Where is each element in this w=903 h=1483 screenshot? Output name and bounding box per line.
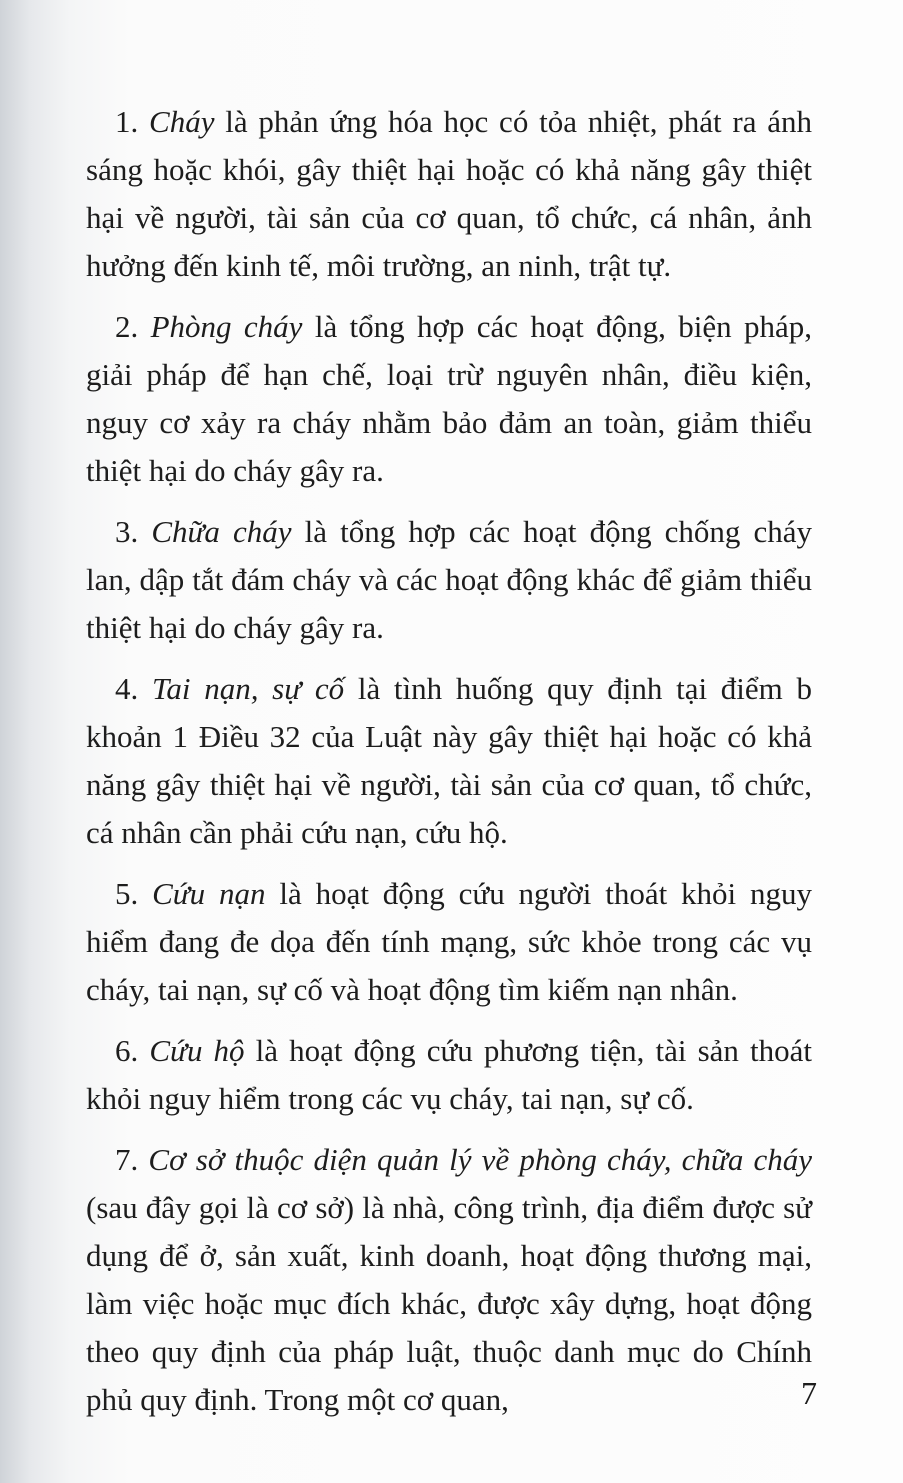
defined-term: Cứu hộ <box>149 1033 245 1068</box>
definition-text: (sau đây gọi là cơ sở) là nhà, công trình, địa điểm được sử dụng để ở, sản xuất, kinh doanh, hoạt động thương mại, làm việc hoặc mục đích khác, được xây dựng, hoạt động theo quy định của pháp luật, thuộc danh mục do Chính phủ quy định. Trong một cơ quan, <box>86 1190 812 1417</box>
item-number: 1. <box>115 104 139 139</box>
definition-paragraph-5 <box>86 870 812 1014</box>
definition-text: là tình huống quy định tại điểm b khoản 1 Điều 32 của Luật này gây thiệt hại hoặc có khả năng gây thiệt hại về người, tài sản của cơ quan, tổ chức, cá nhân cần phải cứu nạn, cứu hộ. <box>86 671 813 850</box>
definition-text: là tổng hợp các hoạt động chống cháy lan, dập tắt đám cháy và các hoạt động khác để giảm thiểu thiệt hại do cháy gây ra. <box>86 514 813 645</box>
definition-paragraph-6 <box>86 1027 812 1123</box>
item-number: 3. <box>115 514 139 549</box>
defined-term: Chữa cháy <box>151 514 292 549</box>
definition-paragraph-2 <box>86 303 812 495</box>
definition-paragraph-1 <box>86 98 812 290</box>
defined-term: Tai nạn, sự cố <box>151 671 345 706</box>
defined-term: Phòng cháy <box>150 309 303 344</box>
item-number: 4. <box>115 671 139 706</box>
definition-text: là phản ứng hóa học có tỏa nhiệt, phát ra ánh sáng hoặc khói, gây thiệt hại hoặc có khả năng gây thiệt hại về người, tài sản của cơ quan, tổ chức, cá nhân, ảnh hưởng đến kinh tế, môi trường, an ninh, trật tự. <box>86 104 813 283</box>
body-text <box>86 98 812 1437</box>
definition-text: là hoạt động cứu phương tiện, tài sản thoát khỏi nguy hiểm trong các vụ cháy, tai nạn, sự cố. <box>86 1033 813 1116</box>
definition-text: là hoạt động cứu người thoát khỏi nguy hiểm đang đe dọa đến tính mạng, sức khỏe trong các vụ cháy, tai nạn, sự cố và hoạt động tìm kiếm nạn nhân. <box>86 876 812 1007</box>
defined-term: Cơ sở thuộc diện quản lý về phòng cháy, chữa cháy <box>148 1142 812 1177</box>
defined-term: Cháy <box>149 104 215 139</box>
item-number: 7. <box>115 1142 139 1177</box>
definition-paragraph-4 <box>86 665 812 857</box>
item-number: 6. <box>115 1033 139 1068</box>
item-number: 5. <box>115 876 139 911</box>
page-number: 7 <box>801 1375 817 1411</box>
definition-text: là tổng hợp các hoạt động, biện pháp, giải pháp để hạn chế, loại trừ nguyên nhân, điều kiện, nguy cơ xảy ra cháy nhằm bảo đảm an toàn, giảm thiểu thiệt hại do cháy gây ra. <box>86 309 813 488</box>
item-number: 2. <box>115 309 139 344</box>
definition-paragraph-7 <box>86 1136 812 1424</box>
defined-term: Cứu nạn <box>152 876 266 911</box>
definition-paragraph-3 <box>86 508 812 652</box>
